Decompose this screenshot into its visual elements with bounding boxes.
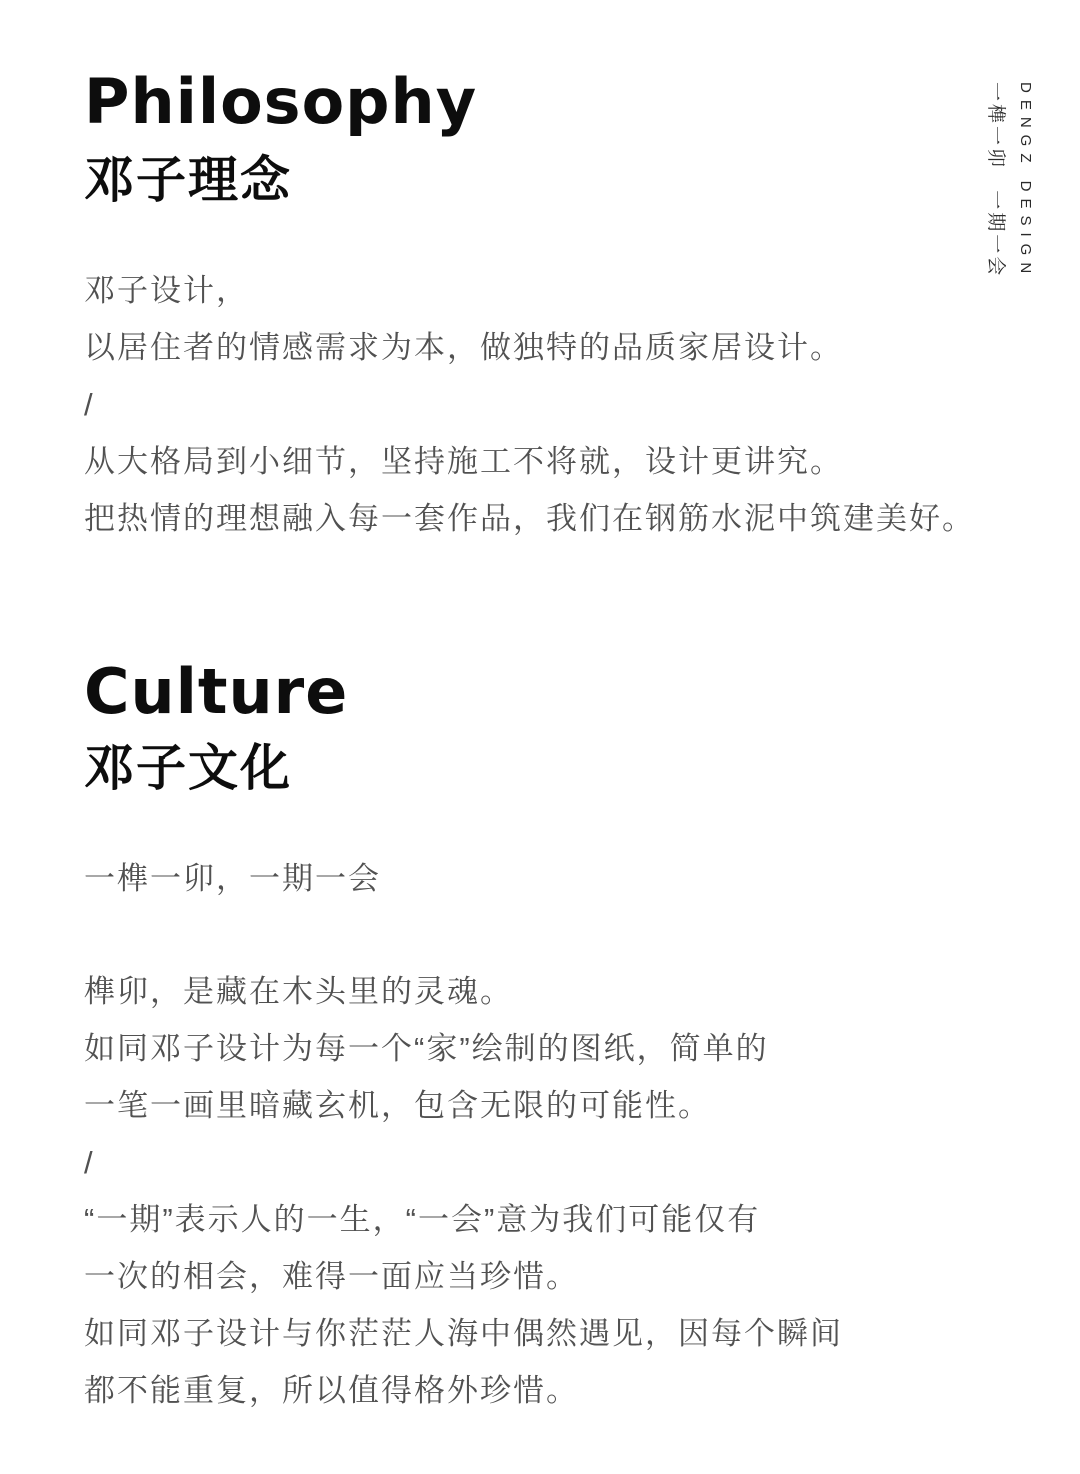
philosophy-paragraph	[84, 262, 1040, 547]
paragraph-line: /	[84, 1145, 95, 1180]
paragraph-line: 如同邓子设计为每一个“家”绘制的图纸，简单的	[84, 1031, 769, 1066]
paragraph-line: 邓子设计，	[84, 273, 249, 308]
paragraph-line: 把热情的理想融入每一套作品，我们在钢筋水泥中筑建美好。	[84, 501, 975, 536]
culture-paragraph	[84, 963, 1040, 1419]
paragraph-line: “一期”表示人的一生，“一会”意为我们可能仅有	[84, 1202, 761, 1237]
paragraph-line: 如同邓子设计与你茫茫人海中偶然遇见，因每个瞬间	[84, 1316, 843, 1351]
culture-subtitle	[84, 850, 1040, 907]
subtitle-line: 一榫一卯，一期一会	[84, 861, 381, 896]
paragraph-line: 以居住者的情感需求为本，做独特的品质家居设计。	[84, 330, 843, 365]
paragraph-line: 都不能重复，所以值得格外珍惜。	[84, 1373, 579, 1408]
culture-section-title-zh: 邓子文化	[84, 740, 292, 796]
paragraph-line: /	[84, 387, 95, 422]
paragraph-line: 从大格局到小细节，坚持施工不将就，设计更讲究。	[84, 444, 843, 479]
philosophy-section-title-en: Philosophy	[84, 65, 478, 138]
paragraph-line: 榫卯，是藏在木头里的灵魂。	[84, 974, 513, 1009]
paragraph-line: 一笔一画里暗藏玄机，包含无限的可能性。	[84, 1088, 711, 1123]
page: Philosophy 邓子理念 邓子设计， 以居住者的情感需求为本，做独特的品质家居设计。 / 从大格局到小细节，坚持施工不将就，设计更讲究。 把热情的理想融入每一套作品，我们在钢筋水泥中筑建美好。 Culture 邓子文化 一榫一卯，一期一会 榫卯，是藏在木头里的灵魂。 如同邓子设计为每一个“家”绘制的图纸，简单的 一笔一画里暗藏玄机，包含无限的可能性。 / “一期”表示人的一生，“一会”意为我们可能仅有 一次的相会，难得一面应当珍惜。 如同邓子设计与你茫茫人海中偶然遇见，因每个瞬间 都不能重复，所以值得格外珍惜。 DENGZ DESIGN 一榫一卯 一期一会	[0, 0, 1080, 1474]
culture-section-title-en: Culture	[84, 655, 349, 728]
paragraph-line: 一次的相会，难得一面应当珍惜。	[84, 1259, 579, 1294]
philosophy-section-title-zh: 邓子理念	[84, 152, 292, 208]
